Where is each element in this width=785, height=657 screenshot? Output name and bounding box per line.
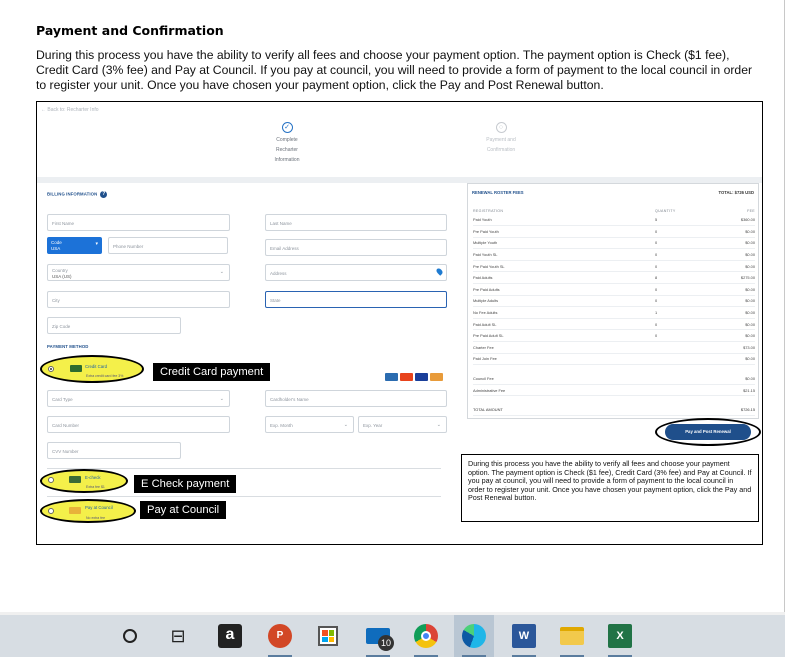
fee-quantity bbox=[655, 342, 705, 354]
column-header-quantity: QUANTITY bbox=[655, 209, 676, 213]
task-view-icon[interactable]: ⊟ bbox=[170, 625, 186, 647]
fee-amount: $0.00 bbox=[705, 330, 755, 342]
excel-icon[interactable]: X bbox=[600, 615, 640, 657]
fee-quantity: 0 bbox=[655, 295, 705, 307]
fee-spacer bbox=[473, 365, 755, 373]
fee-name: Council Fee bbox=[473, 373, 705, 385]
fee-amount: $0.00 bbox=[705, 260, 755, 272]
fee-quantity: 0 bbox=[655, 318, 705, 330]
step-label: Payment and bbox=[486, 137, 516, 143]
fee-name: Pre Paid Youth bbox=[473, 226, 655, 238]
explanation-note: During this process you have the ability to verify all fees and choose your payment option. The payment option is Check ($1 fee), Credit Card (3% fee) and Pay at Council. If you pay at council, you will need to provide a form of payment to the local council in order to register your unit. Once you have chosen your payment option, click the Pay and Post Renewal button. bbox=[461, 454, 759, 522]
divider bbox=[47, 468, 441, 469]
last-name-field[interactable]: Last Name bbox=[265, 214, 447, 231]
billing-title-text: BILLING INFORMATION bbox=[47, 191, 98, 197]
fee-quantity: 0 bbox=[655, 330, 705, 342]
spacer-cell bbox=[473, 396, 655, 404]
total-amount-label: TOTAL AMOUNT bbox=[473, 404, 705, 416]
fee-spacer bbox=[473, 396, 755, 404]
fee-name: Pre Paid Youth SL bbox=[473, 260, 655, 272]
fee-quantity: 0 bbox=[655, 226, 705, 238]
fee-row bbox=[473, 214, 755, 226]
address-placeholder: Address bbox=[270, 271, 287, 276]
fee-quantity bbox=[655, 353, 705, 365]
fee-name: Charter Fee bbox=[473, 342, 655, 354]
taskbar bbox=[0, 615, 785, 657]
cardholder-name-field[interactable]: Cardholder's Name bbox=[265, 390, 447, 407]
mail-icon[interactable] bbox=[358, 615, 398, 657]
fees-table bbox=[473, 208, 755, 416]
fee-amount: $0.00 bbox=[705, 307, 755, 319]
fee-amount: $0.00 bbox=[705, 249, 755, 261]
fee-amount: $360.00 bbox=[705, 214, 755, 226]
fees-total-header: TOTAL: $726 USD bbox=[718, 190, 754, 195]
zip-code-field[interactable]: Zip Code bbox=[47, 317, 181, 334]
fee-quantity: 1 bbox=[655, 307, 705, 319]
page-heading: Payment and Confirmation bbox=[36, 23, 224, 38]
fee-name: Paid Adults bbox=[473, 272, 655, 284]
intro-paragraph: During this process you have the ability to verify all fees and choose your payment option. The payment option is Check ($1 fee), Credit Card (3% fee) and Pay at Council. If you pay at council, you will need to provide a form of payment to the local council in order to register your unit. Once you have chosen your payment option, click the Pay and Post Renewal button. bbox=[36, 48, 753, 92]
billing-title bbox=[47, 191, 107, 198]
exp-year-select[interactable] bbox=[358, 416, 447, 433]
fee-amount: $21.15 bbox=[705, 384, 755, 396]
fee-name: Administrative Fee bbox=[473, 384, 705, 396]
pay-at-council-fee-note: No extra fee bbox=[86, 516, 106, 520]
fee-name: Paid Youth bbox=[473, 214, 655, 226]
fee-row bbox=[473, 272, 755, 284]
fee-row bbox=[473, 284, 755, 296]
fee-quantity: 0 bbox=[655, 237, 705, 249]
mastercard-icon bbox=[400, 373, 413, 381]
cortana-icon[interactable] bbox=[110, 615, 150, 657]
fee-row bbox=[473, 226, 755, 238]
credit-card-callout: Credit Card payment bbox=[153, 363, 270, 381]
location-pin-icon bbox=[435, 267, 443, 275]
step-complete-recharter[interactable] bbox=[257, 122, 317, 165]
fee-amount: $73.00 bbox=[705, 342, 755, 354]
amazon-icon[interactable]: a bbox=[210, 615, 250, 657]
fee-quantity: 8 bbox=[655, 272, 705, 284]
fee-quantity: 0 bbox=[655, 249, 705, 261]
back-link[interactable]: ← Back to: Recharter Info bbox=[41, 107, 99, 113]
credit-card-icon bbox=[70, 365, 82, 372]
country-select[interactable] bbox=[47, 264, 230, 281]
step-label: Information bbox=[274, 157, 300, 163]
pay-at-council-radio[interactable] bbox=[48, 508, 54, 514]
code-label: Code bbox=[51, 240, 62, 245]
fee-name: Paid Adult SL bbox=[473, 318, 655, 330]
cvv-field[interactable]: CVV Number bbox=[47, 442, 181, 459]
fee-row bbox=[473, 249, 755, 261]
state-field[interactable]: State bbox=[265, 291, 447, 308]
screenshot-frame bbox=[36, 101, 763, 545]
fees-table-body bbox=[473, 214, 755, 416]
fee-row bbox=[473, 384, 755, 396]
card-type-select[interactable] bbox=[47, 390, 230, 407]
card-type-placeholder: Card Type bbox=[52, 397, 73, 402]
fee-name: No Fee Adults bbox=[473, 307, 655, 319]
fee-row bbox=[473, 295, 755, 307]
fees-title: RENEWAL ROSTER FEES bbox=[472, 190, 524, 195]
exp-month-select[interactable] bbox=[265, 416, 354, 433]
hand-money-icon bbox=[69, 507, 81, 514]
fee-row bbox=[473, 237, 755, 249]
fee-total-row bbox=[473, 404, 755, 416]
check-icon: ✓ bbox=[282, 122, 293, 133]
step-label: Recharter bbox=[276, 147, 298, 153]
column-header-registration: REGISTRATION bbox=[473, 209, 504, 213]
address-field[interactable] bbox=[265, 264, 447, 281]
total-amount-value: $726.15 bbox=[705, 404, 755, 416]
fee-row bbox=[473, 318, 755, 330]
chevron-down-icon: ⌄ bbox=[219, 396, 224, 402]
amex-icon bbox=[385, 373, 398, 381]
fee-quantity: 0 bbox=[655, 260, 705, 272]
edge-icon[interactable] bbox=[454, 615, 494, 657]
file-explorer-icon[interactable] bbox=[552, 615, 592, 657]
city-field[interactable]: City bbox=[47, 291, 230, 308]
store-icon[interactable] bbox=[308, 615, 348, 657]
word-icon[interactable]: W bbox=[504, 615, 544, 657]
fee-name: Paid Join Fee bbox=[473, 353, 655, 365]
fee-row bbox=[473, 307, 755, 319]
spacer-cell bbox=[473, 365, 655, 373]
fee-row bbox=[473, 260, 755, 272]
fee-name: Pre Paid Adults bbox=[473, 284, 655, 296]
pay-at-council-callout: Pay at Council bbox=[140, 501, 226, 519]
fee-amount: $0.00 bbox=[705, 373, 755, 385]
visa-icon bbox=[415, 373, 428, 381]
fees-header bbox=[472, 190, 756, 195]
fee-amount: $0.00 bbox=[705, 353, 755, 365]
exp-month-placeholder: Exp. Month bbox=[270, 423, 293, 428]
first-name-field[interactable]: First Name bbox=[47, 214, 230, 231]
fee-name: Multiple Youth bbox=[473, 237, 655, 249]
step-payment-confirmation[interactable] bbox=[471, 122, 531, 155]
fee-row bbox=[473, 342, 755, 354]
help-icon[interactable]: ? bbox=[102, 191, 106, 197]
step-label: Complete bbox=[276, 137, 298, 143]
fee-row bbox=[473, 330, 755, 342]
chevron-down-icon: ⌄ bbox=[436, 422, 441, 428]
mail-badge: 10 bbox=[378, 635, 394, 651]
fee-quantity: 0 bbox=[655, 284, 705, 296]
country-code-select[interactable] bbox=[47, 237, 102, 254]
credit-card-radio[interactable] bbox=[48, 366, 54, 372]
payment-method-title: PAYMENT METHOD bbox=[47, 344, 89, 349]
powerpoint-icon[interactable]: P bbox=[260, 615, 300, 657]
echeck-callout: E Check payment bbox=[134, 475, 236, 493]
fee-amount: $0.00 bbox=[705, 284, 755, 296]
echeck-label: E-check bbox=[85, 475, 101, 480]
echeck-radio[interactable] bbox=[48, 477, 54, 483]
chrome-icon[interactable] bbox=[406, 615, 446, 657]
roster-fees-panel bbox=[467, 183, 759, 419]
fee-amount: $275.00 bbox=[705, 272, 755, 284]
credit-card-highlight bbox=[40, 355, 144, 383]
card-logos bbox=[385, 368, 445, 386]
chevron-down-icon: ▾ bbox=[95, 241, 98, 247]
echeck-fee-note: Extra fee $1 bbox=[86, 485, 105, 489]
fee-amount: $0.00 bbox=[705, 295, 755, 307]
country-value: USA (US) bbox=[52, 273, 72, 279]
fee-amount: $0.00 bbox=[705, 318, 755, 330]
fee-row bbox=[473, 373, 755, 385]
exp-year-placeholder: Exp. Year bbox=[363, 423, 383, 428]
chevron-down-icon: ⌄ bbox=[343, 422, 348, 428]
echeck-icon bbox=[69, 476, 81, 483]
email-field[interactable]: Email Address bbox=[265, 239, 447, 256]
credit-card-label: Credit Card bbox=[85, 364, 107, 369]
discover-icon bbox=[430, 373, 443, 381]
credit-card-fee-note: Extra credit card fee 3% bbox=[86, 374, 124, 378]
chevron-down-icon: ⌄ bbox=[219, 269, 224, 275]
column-header-fee: FEE bbox=[747, 209, 755, 213]
pay-and-post-renewal-button[interactable]: Pay and Post Renewal bbox=[665, 424, 751, 440]
country-label: Country bbox=[52, 268, 68, 273]
fee-amount: $0.00 bbox=[705, 237, 755, 249]
code-value: USA bbox=[51, 245, 61, 251]
fee-name: Multiple Adults bbox=[473, 295, 655, 307]
pay-at-council-label: Pay at Council bbox=[85, 505, 113, 510]
step-label: Confirmation bbox=[486, 147, 516, 153]
fee-name: Pre Paid Adult SL bbox=[473, 330, 655, 342]
phone-number-field[interactable]: Phone Number bbox=[108, 237, 228, 254]
fee-quantity: 5 bbox=[655, 214, 705, 226]
divider bbox=[47, 496, 441, 497]
fee-name: Paid Youth SL bbox=[473, 249, 655, 261]
step-circle-icon: ○ bbox=[496, 122, 507, 133]
fee-amount: $0.00 bbox=[705, 226, 755, 238]
billing-panel bbox=[43, 183, 459, 545]
card-number-field[interactable]: Card Number bbox=[47, 416, 230, 433]
fee-row bbox=[473, 353, 755, 365]
